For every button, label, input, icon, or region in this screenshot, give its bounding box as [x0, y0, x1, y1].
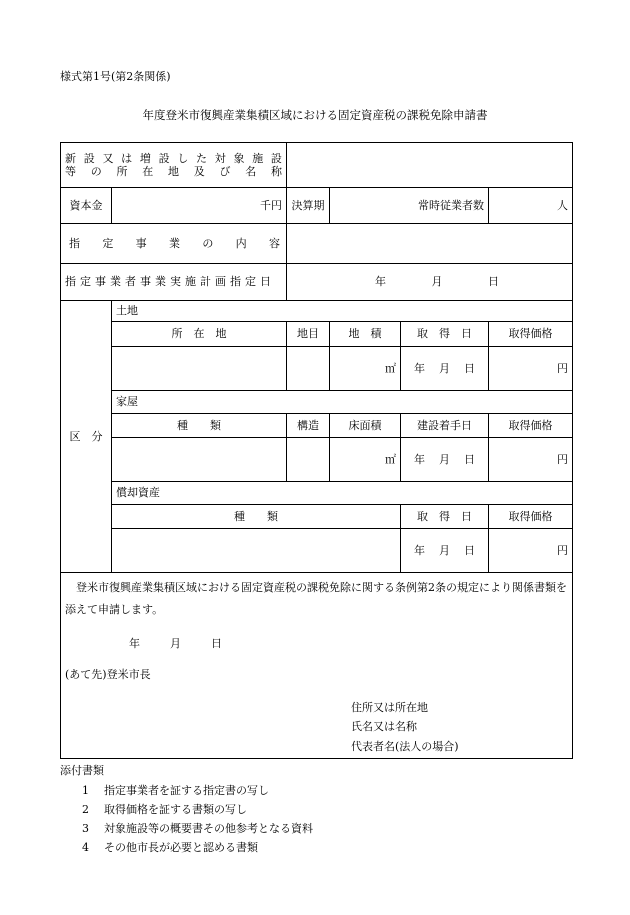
- depreciable-col-type: 種 類: [112, 505, 401, 529]
- land-category-field[interactable]: [287, 347, 330, 391]
- land-area-unit: ㎡: [385, 361, 396, 375]
- statement-text: 登米市復興産業集積区域における固定資産税の課税免除に関する条例第2条の規定により関係書類を添えて申請します。: [65, 581, 567, 616]
- depreciable-heading: 償却資産: [112, 482, 573, 505]
- statement-date[interactable]: 年 月 日: [129, 637, 222, 650]
- plan-date-year: 年: [375, 275, 386, 289]
- land-header-row: [61, 322, 573, 347]
- statement-row: [61, 573, 573, 759]
- attachment-item: 3 対象施設等の概要書その他参考となる資料: [82, 822, 313, 835]
- plan-date-field[interactable]: [287, 264, 573, 301]
- facility-label-line1: 新 設 又 は 増 設 し た 対 象 施 設: [65, 151, 282, 165]
- depreciable-price-field[interactable]: [489, 529, 573, 573]
- facility-row: [61, 143, 573, 188]
- plan-date-day: 日: [488, 275, 499, 289]
- attachment-item: 1 指定事業者を証する指定書の写し: [82, 784, 269, 797]
- applicant-address-label: 住所又は所在地: [351, 701, 428, 714]
- house-col-structure: 構造: [287, 414, 330, 438]
- house-col-price: 取得価格: [489, 414, 573, 438]
- capital-unit: 千円: [260, 198, 282, 212]
- house-date-field[interactable]: 年 月 日: [401, 438, 489, 482]
- depreciable-heading-row: [61, 482, 573, 505]
- land-heading-row: [61, 301, 573, 322]
- facility-label: [61, 143, 287, 188]
- application-form-table: [60, 142, 573, 759]
- capital-label: 資本金: [61, 188, 112, 224]
- employees-label: 常時従業者数: [418, 198, 484, 212]
- fiscal-label: 決算期: [287, 188, 330, 224]
- depreciable-col-date: 取 得 日: [401, 505, 489, 529]
- house-type-field[interactable]: [112, 438, 287, 482]
- land-heading: 土地: [112, 301, 573, 322]
- attachments-title: 添付書類: [60, 764, 104, 777]
- business-row: [61, 224, 573, 264]
- land-data-row: [61, 347, 573, 391]
- plan-date-month: 月: [431, 275, 443, 289]
- house-col-floor: 床面積: [330, 414, 401, 438]
- facility-label-line2: 等 の 所 在 地 及 び 名 称: [65, 165, 282, 178]
- plan-date-row: [61, 264, 573, 301]
- capital-row: [61, 188, 573, 224]
- employees-unit: 人: [557, 198, 568, 212]
- attachment-item: 4 その他市長が必要と認める書類: [82, 841, 258, 854]
- attachment-item: 2 取得価格を証する書類の写し: [82, 803, 247, 816]
- land-col-category: 地目: [287, 322, 330, 347]
- form-number: 様式第1号(第2条関係): [60, 70, 171, 83]
- capital-field[interactable]: [112, 188, 287, 224]
- business-value-field[interactable]: [287, 224, 573, 264]
- land-col-price: 取得価格: [489, 322, 573, 347]
- statement-cell: [61, 573, 573, 759]
- house-heading-row: [61, 391, 573, 414]
- land-col-date: 取 得 日: [401, 322, 489, 347]
- land-col-location: 所 在 地: [112, 322, 287, 347]
- plan-date-label: 指定事業者事業実施計画指定日: [61, 264, 287, 301]
- representative-label: 代表者名(法人の場合): [351, 740, 459, 753]
- house-structure-field[interactable]: [287, 438, 330, 482]
- business-label: 指 定 事 業 の 内 容: [61, 224, 287, 264]
- applicant-name-label: 氏名又は名称: [351, 720, 417, 733]
- land-col-area: 地 積: [330, 322, 401, 347]
- house-area-unit: ㎡: [385, 452, 396, 466]
- house-col-type: 種 類: [112, 414, 287, 438]
- house-heading: 家屋: [112, 391, 573, 414]
- house-price-field[interactable]: [489, 438, 573, 482]
- house-col-date: 建設着手日: [401, 414, 489, 438]
- land-date-field[interactable]: 年 月 日: [401, 347, 489, 391]
- depreciable-header-row: [61, 505, 573, 529]
- land-area-field[interactable]: [330, 347, 401, 391]
- depreciable-type-field[interactable]: [112, 529, 401, 573]
- depreciable-col-price: 取得価格: [489, 505, 573, 529]
- house-header-row: [61, 414, 573, 438]
- depreciable-date-field[interactable]: 年 月 日: [401, 529, 489, 573]
- facility-value-field[interactable]: [287, 143, 573, 188]
- section-label: 区 分: [61, 301, 112, 573]
- house-floor-field[interactable]: [330, 438, 401, 482]
- employees-field[interactable]: [489, 188, 573, 224]
- fiscal-field[interactable]: [330, 188, 489, 224]
- depreciable-data-row: [61, 529, 573, 573]
- land-price-field[interactable]: [489, 347, 573, 391]
- statement-addressee: (あて先)登米市長: [65, 668, 151, 681]
- land-price-unit: 円: [557, 361, 568, 375]
- form-title: 年度登米市復興産業集積区域における固定資産税の課税免除申請書: [142, 108, 488, 122]
- land-location-field[interactable]: [112, 347, 287, 391]
- house-price-unit: 円: [557, 452, 568, 466]
- depreciable-price-unit: 円: [557, 543, 568, 557]
- house-data-row: [61, 438, 573, 482]
